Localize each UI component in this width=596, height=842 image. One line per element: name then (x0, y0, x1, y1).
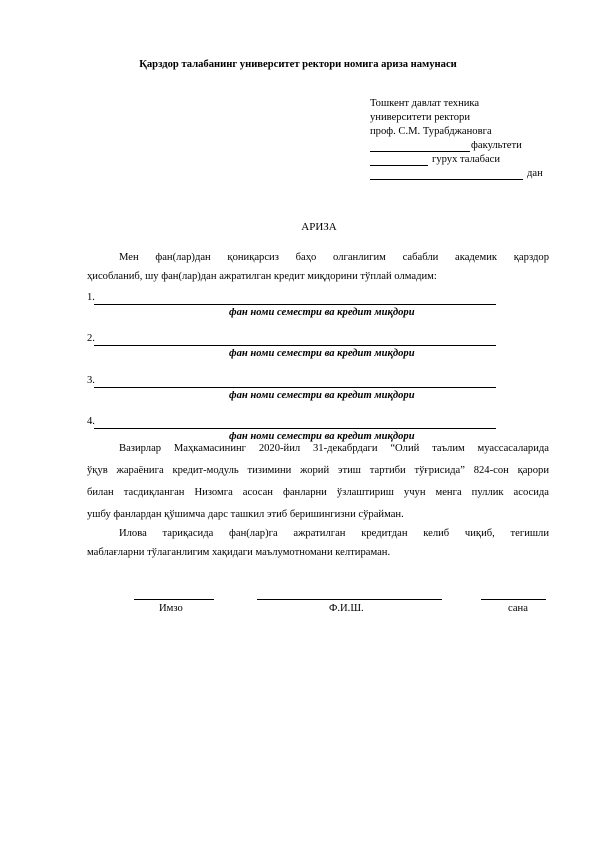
item-number: 2. (87, 333, 95, 344)
page-title: Қарздор талабанинг университет ректори номига ариза намунаси (139, 59, 457, 70)
addressee-line: университети ректори (370, 112, 470, 123)
item-caption: фан номи семестри ва кредит миқдори (229, 390, 415, 401)
faculty-label: факультети (471, 140, 522, 151)
body-line: Вазирлар Маҳкамасининг 2020-йил 31-декабрдаги “Олий таълим муассасаларида (119, 443, 549, 454)
item-blank-line (94, 428, 496, 429)
document-heading: АРИЗА (301, 221, 337, 233)
signature-label: Имзо (159, 603, 183, 614)
item-number: 4. (87, 416, 95, 427)
full-name-blank-line (257, 599, 442, 600)
item-caption: фан номи семестри ва кредит миқдори (229, 307, 415, 318)
date-label: сана (508, 603, 528, 614)
item-number: 3. (87, 375, 95, 386)
signature-blank-line (134, 599, 214, 600)
full-name-label: Ф.И.Ш. (329, 603, 364, 614)
from-label: дан (527, 168, 543, 179)
item-caption: фан номи семестри ва кредит миқдори (229, 431, 415, 442)
intro-line: Мен фан(лар)дан қониқарсиз баҳо олганлигим сабабли академик қарздор (119, 252, 549, 263)
addressee-line: проф. С.М. Турабджановга (370, 126, 492, 137)
item-blank-line (94, 345, 496, 346)
body-line: Илова тариқасида фан(лар)га ажратилган кредитдан келиб чиқиб, тегишли (119, 528, 549, 539)
body-line: маблағларни тўлаганлигим хақидаги маълумотномани келтираман. (87, 547, 391, 558)
item-number: 1. (87, 292, 95, 303)
addressee-line: Тошкент давлат техника (370, 98, 480, 109)
date-blank-line (481, 599, 546, 600)
intro-line: ҳисобланиб, шу фан(лар)дан ажратилган кредит миқдорини тўплай олмадим: (87, 271, 437, 282)
group-label: гурух талабаси (432, 154, 501, 165)
body-line: билан тасдиқланган Низомга асосан фанларни ўзлаштириш учун менга пуллик асосида (87, 487, 549, 498)
item-blank-line (94, 387, 496, 388)
group-blank-line (370, 165, 428, 166)
faculty-blank-line (370, 151, 470, 152)
name-blank-line (370, 179, 523, 180)
body-line: ушбу фанлардан қўшимча дарс ташкил этиб беришингизни сўрайман. (87, 509, 404, 520)
body-line: ўқув жараёнига кредит-модуль тизимини жорий этиш тартиби тўғрисида” 824-сон қарори (87, 465, 549, 476)
item-caption: фан номи семестри ва кредит миқдори (229, 348, 415, 359)
item-blank-line (94, 304, 496, 305)
